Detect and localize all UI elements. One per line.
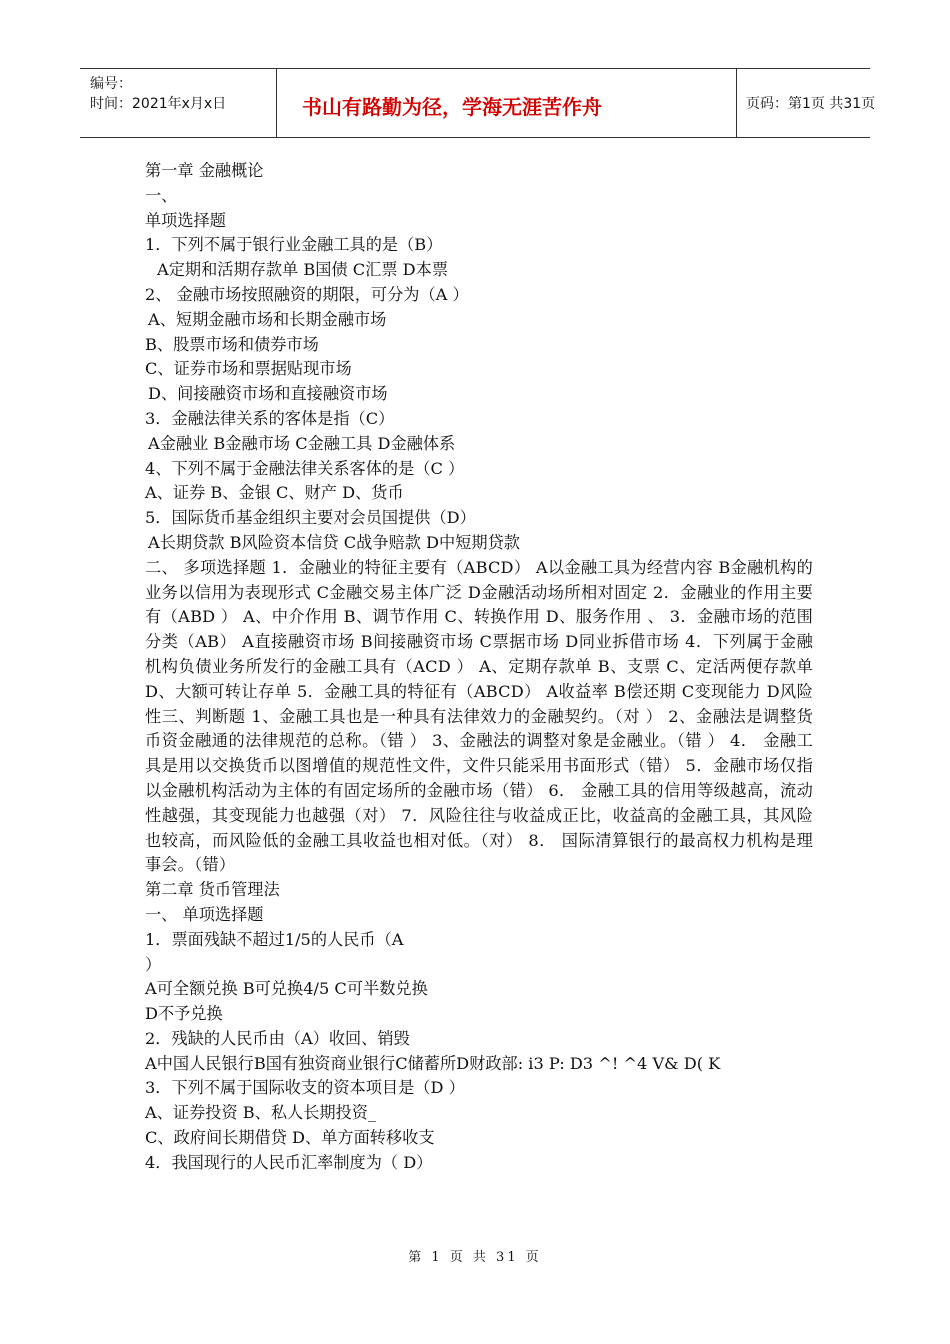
page-footer: 第 1 页 共 31 页: [408, 1250, 542, 1265]
question-line: 3．下列不属于国际收支的资本项目是（D ）: [145, 1078, 465, 1098]
question-line: 5．国际货币基金组织主要对会员国提供（D）: [145, 508, 476, 528]
chapter-title: 第一章 金融概论: [145, 161, 264, 180]
chapter-title: 第二章 货币管理法: [145, 880, 280, 900]
options-line: A、证券 B、金银 C、财产 D、货币: [145, 483, 404, 503]
doc-code-label: 编号：: [90, 76, 132, 92]
options-line: C、政府间长期借贷 D、单方面转移收支: [145, 1128, 435, 1148]
question-line: ）: [145, 954, 162, 974]
options-line: A、证券投资 B、私人长期投资_: [145, 1103, 377, 1123]
options-line: A金融业 B金融市场 C金融工具 D金融体系: [148, 433, 456, 453]
question-line: 3．金融法律关系的客体是指（C）: [145, 408, 395, 428]
options-line: B、股票市场和债券市场: [145, 334, 319, 354]
question-line: 4．我国现行的人民币汇率制度为（ D）: [145, 1152, 433, 1172]
options-line: A中国人民银行B国有独资商业银行C储蓄所D财政部: i3 P: D3 ^! ^4 V& D( K: [145, 1053, 721, 1073]
question-line: 4、下列不属于金融法律关系客体的是（C ）: [145, 458, 465, 478]
header-info-cell: [80, 69, 277, 137]
header-motto: 书山有路勤为径，学海无涯苦作舟: [302, 95, 602, 119]
options-line: C、证券市场和票据贴现市场: [145, 359, 352, 379]
options-line: A长期贷款 B风险资本信贷 C战争赔款 D中短期贷款: [148, 532, 520, 552]
options-line: D不予兑换: [145, 1004, 223, 1024]
options-line: A、短期金融市场和长期金融市场: [148, 309, 387, 329]
header-table: [80, 68, 876, 138]
header-page-label: 页码：第1页 共31页: [746, 96, 876, 112]
section-title: 一、 单项选择题: [145, 904, 264, 924]
header-motto-cell: [276, 69, 737, 137]
section-number: 一、: [145, 185, 178, 205]
document-body: [145, 159, 813, 1176]
options-line: A可全额兑换 B可兑换4/5 C可半数兑换: [145, 979, 428, 999]
options-line: D、间接融资市场和直接融资市场: [148, 384, 388, 404]
question-line: 2、 金融市场按照融资的期限，可分为（A ）: [145, 284, 469, 304]
section-title: 单项选择题: [145, 210, 226, 230]
question-line: 1．票面残缺不超过1/5的人民币（A: [145, 929, 404, 949]
question-line: 1．下列不属于银行业金融工具的是（B）: [145, 235, 443, 255]
question-line: 2．残缺的人民币由（A）收回、销毁: [145, 1028, 410, 1048]
options-line: A定期和活期存款单 B国债 C汇票 D本票: [157, 260, 449, 280]
doc-date-label: 时间：2021年x月x日: [90, 96, 227, 112]
header-page-cell: [736, 69, 876, 137]
multiple-choice-and-judgment-paragraph: 二、 多项选择题 1．金融业的特征主要有（ABCD） A以金融工具为经营内容 B金融机构的业务以信用为表现形式 C金融交易主体广泛 D金融活动场所相对固定 2．金融业的作用主要有（ABD ） A、中介作用 B、调节作用 C、转换作用 D、服务作用 、 3．金融市场的范围分类（AB） A直接融资市场 B间接融资市场 C票据市场 D同业拆借市场 4．下列属于金融机构负债业务所发行的金融工具有（ACD ） A、定期存款单 B、支票 C、定活两便存款单 D、大额可转让存单 5．金融工具的特征有（ABCD） A收益率 B偿还期 C变现能力 D风险性三、判断题 1、金融工具也是一种具有法律效力的金融契约。（对 ） 2、金融法是调整货币资金融通的法律规范的总称。（错 ） 3、金融法的调整对象是金融业。（错 ） 4． 金融工具是用以交换货币以图增值的规范性文件，文件只能采用书面形式（错） 5．金融市场仅指以金融机构活动为主体的有固定场所的金融市场（错） 6． 金融工具的信用等级越高，流动性越强，其变现能力也越强（对） 7．风险往往与收益成正比，收益高的金融工具，其风险也较高，而风险低的金融工具收益也相对低。（对） 8． 国际清算银行的最高权力机构是理事会。（错）: [145, 557, 813, 875]
